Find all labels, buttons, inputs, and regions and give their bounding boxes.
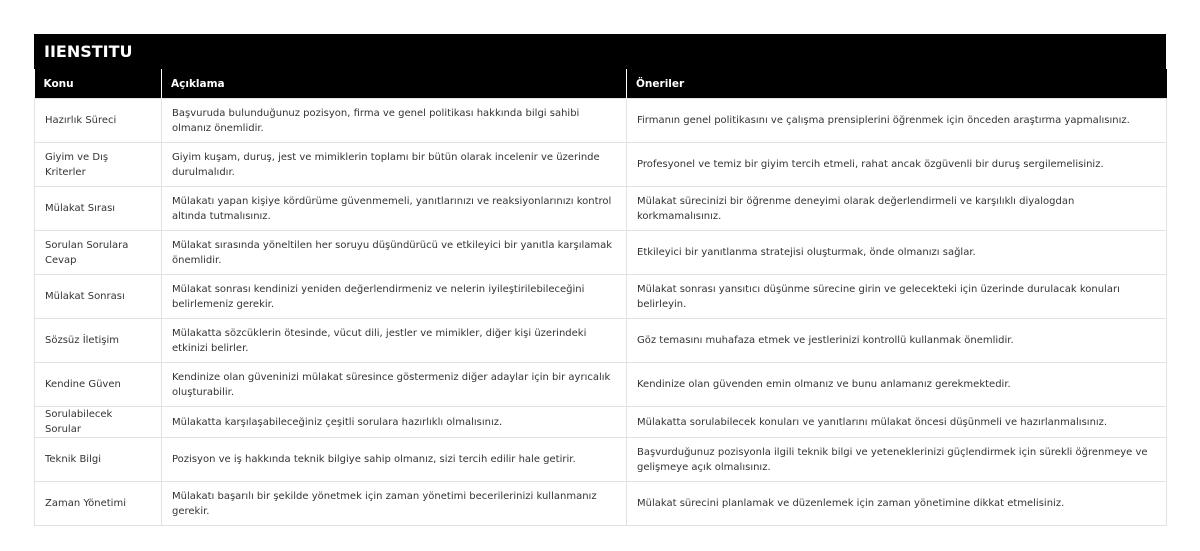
cell-oneri: Göz temasını muhafaza etmek ve jestlerinizi kontrollü kullanmak önemlidir. [627,319,1167,363]
table-row [35,482,1167,526]
table-row [35,319,1167,363]
cell-konu: Sorulabilecek Sorular [35,407,162,438]
cell-oneri: Kendinize olan güvenden emin olmanız ve bunu anlamanız gerekmektedir. [627,363,1167,407]
cell-oneri: Profesyonel ve temiz bir giyim tercih etmeli, rahat ancak özgüvenli bir duruş sergilemelisiniz. [627,143,1167,187]
cell-oneri: Başvurduğunuz pozisyonla ilgili teknik bilgi ve yeteneklerinizi güçlendirmek için sürekli öğrenmeye ve gelişmeye açık olmalısınız. [627,438,1167,482]
cell-aciklama: Mülakatta sözcüklerin ötesinde, vücut dili, jestler ve mimikler, diğer kişi üzerindeki etkinizi belirler. [162,319,627,363]
cell-konu: Hazırlık Süreci [35,99,162,143]
cell-oneri: Mülakatta sorulabilecek konuları ve yanıtlarını mülakat öncesi düşünmeli ve hazırlanmalısınız. [627,407,1167,438]
cell-aciklama: Mülakat sırasında yöneltilen her soruyu düşündürücü ve etkileyici bir yanıtla karşılamak önemlidir. [162,231,627,275]
cell-oneri: Etkileyici bir yanıtlanma stratejisi oluşturmak, önde olmanızı sağlar. [627,231,1167,275]
table-row [35,363,1167,407]
table-row [35,275,1167,319]
cell-konu: Teknik Bilgi [35,438,162,482]
cell-aciklama: Giyim kuşam, duruş, jest ve mimiklerin toplamı bir bütün olarak incelenir ve üzerinde durulmalıdır. [162,143,627,187]
cell-aciklama: Mülakatta karşılaşabileceğiniz çeşitli sorulara hazırlıklı olmalısınız. [162,407,627,438]
table-row [35,438,1167,482]
cell-konu: Sözsüz İletişim [35,319,162,363]
table-row [35,187,1167,231]
table-row [35,231,1167,275]
cell-aciklama: Mülakatı yapan kişiye kördürüme güvenmemeli, yanıtlarınızı ve reaksiyonlarınızı kontrol altında tutmalısınız. [162,187,627,231]
cell-konu: Sorulan Sorulara Cevap [35,231,162,275]
cell-konu: Kendine Güven [35,363,162,407]
header-aciklama: Açıklama [162,69,627,99]
cell-aciklama: Kendinize olan güveninizi mülakat süresince göstermeniz diğer adaylar için bir ayrıcalık oluşturabilir. [162,363,627,407]
cell-konu: Mülakat Sırası [35,187,162,231]
header-oneriler: Öneriler [627,69,1167,99]
cell-oneri: Mülakat sonrası yansıtıcı düşünme sürecine girin ve gelecekteki için üzerinde durulacak konuları belirleyin. [627,275,1167,319]
table-row [35,407,1167,438]
interview-table [34,69,1167,526]
cell-aciklama: Pozisyon ve iş hakkında teknik bilgiye sahip olmanız, sizi tercih edilir hale getirir. [162,438,627,482]
brand-title: IIENSTITU [34,34,1166,69]
header-row [35,69,1167,99]
cell-konu: Zaman Yönetimi [35,482,162,526]
table-row [35,99,1167,143]
cell-konu: Mülakat Sonrası [35,275,162,319]
cell-oneri: Mülakat sürecinizi bir öğrenme deneyimi olarak değerlendirmeli ve karşılıklı diyalogdan korkmamalısınız. [627,187,1167,231]
table-container [34,34,1166,526]
cell-aciklama: Mülakat sonrası kendinizi yeniden değerlendirmeniz ve nelerin iyileştirilebileceğini belirlemeniz gerekir. [162,275,627,319]
cell-aciklama: Başvuruda bulunduğunuz pozisyon, firma ve genel politikası hakkında bilgi sahibi olmanız önemlidir. [162,99,627,143]
cell-konu: Giyim ve Dış Kriterler [35,143,162,187]
header-konu: Konu [35,69,162,99]
cell-oneri: Mülakat sürecini planlamak ve düzenlemek için zaman yönetimine dikkat etmelisiniz. [627,482,1167,526]
cell-aciklama: Mülakatı başarılı bir şekilde yönetmek için zaman yönetimi becerilerinizi kullanmanız gerekir. [162,482,627,526]
table-row [35,143,1167,187]
cell-oneri: Firmanın genel politikasını ve çalışma prensiplerini öğrenmek için önceden araştırma yapmalısınız. [627,99,1167,143]
